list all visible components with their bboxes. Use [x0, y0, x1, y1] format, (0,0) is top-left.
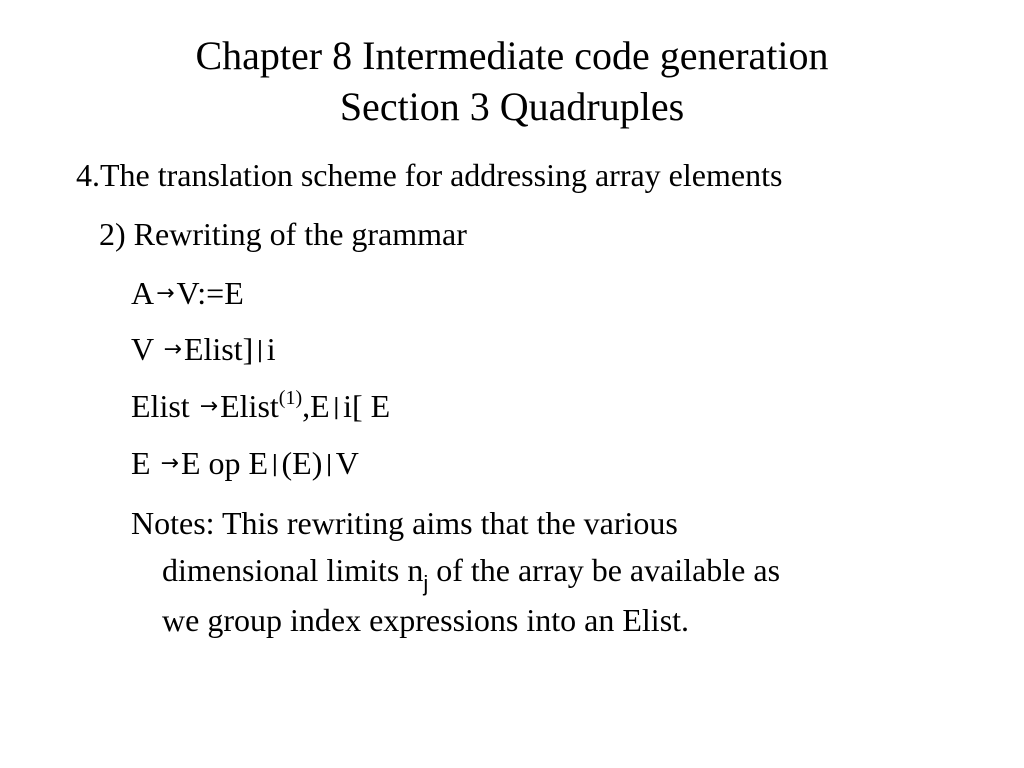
rule-lhs: A — [131, 275, 155, 311]
rule-alt-rest: ,E — [302, 388, 330, 424]
rule-alt: i[ E — [343, 388, 391, 424]
bar-separator: | — [256, 338, 264, 363]
notes-line-3: we group index expressions into an Elist. — [162, 602, 690, 638]
rule-alt: Elist] — [183, 331, 254, 367]
notes-paragraph — [131, 500, 951, 644]
grammar-rule-1 — [131, 273, 244, 318]
arrow-icon: → — [156, 281, 175, 306]
grammar-rule-3 — [131, 386, 390, 431]
title-section: Section 3 Quadruples — [339, 84, 685, 129]
bar-separator: | — [325, 452, 333, 477]
rule-alt: (E) — [281, 445, 323, 481]
arrow-icon: → — [160, 451, 179, 476]
rule-lhs: Elist — [131, 388, 198, 424]
subsection-heading: 2) Rewriting of the grammar — [99, 216, 467, 252]
section-heading: 4.The translation scheme for addressing array elements — [76, 157, 783, 193]
rule-lhs: E — [131, 445, 159, 481]
bar-separator: | — [271, 452, 279, 477]
notes-text: dimensional limits n — [162, 552, 424, 588]
rule-alt: i — [266, 331, 276, 367]
notes-line-2 — [131, 547, 951, 597]
rule-alt: V — [335, 445, 359, 481]
grammar-rule-2 — [131, 329, 276, 374]
arrow-icon: → — [163, 337, 182, 362]
rule-superscript: (1) — [278, 387, 303, 409]
arrow-icon: → — [199, 394, 219, 419]
bar-separator: | — [332, 395, 341, 420]
notes-text: of the array be available as — [428, 552, 781, 588]
grammar-rule-4 — [131, 443, 359, 488]
rule-alt: E op E — [180, 445, 269, 481]
notes-line-1: Notes: This rewriting aims that the various — [131, 505, 678, 541]
rule-lhs: V — [131, 331, 162, 367]
rule-rhs: V:=E — [176, 275, 244, 311]
notes-subscript: j — [423, 571, 429, 596]
rule-alt-base: Elist — [220, 388, 279, 424]
title-chapter: Chapter 8 Intermediate code generation — [195, 33, 829, 78]
slide-title — [0, 30, 1024, 132]
